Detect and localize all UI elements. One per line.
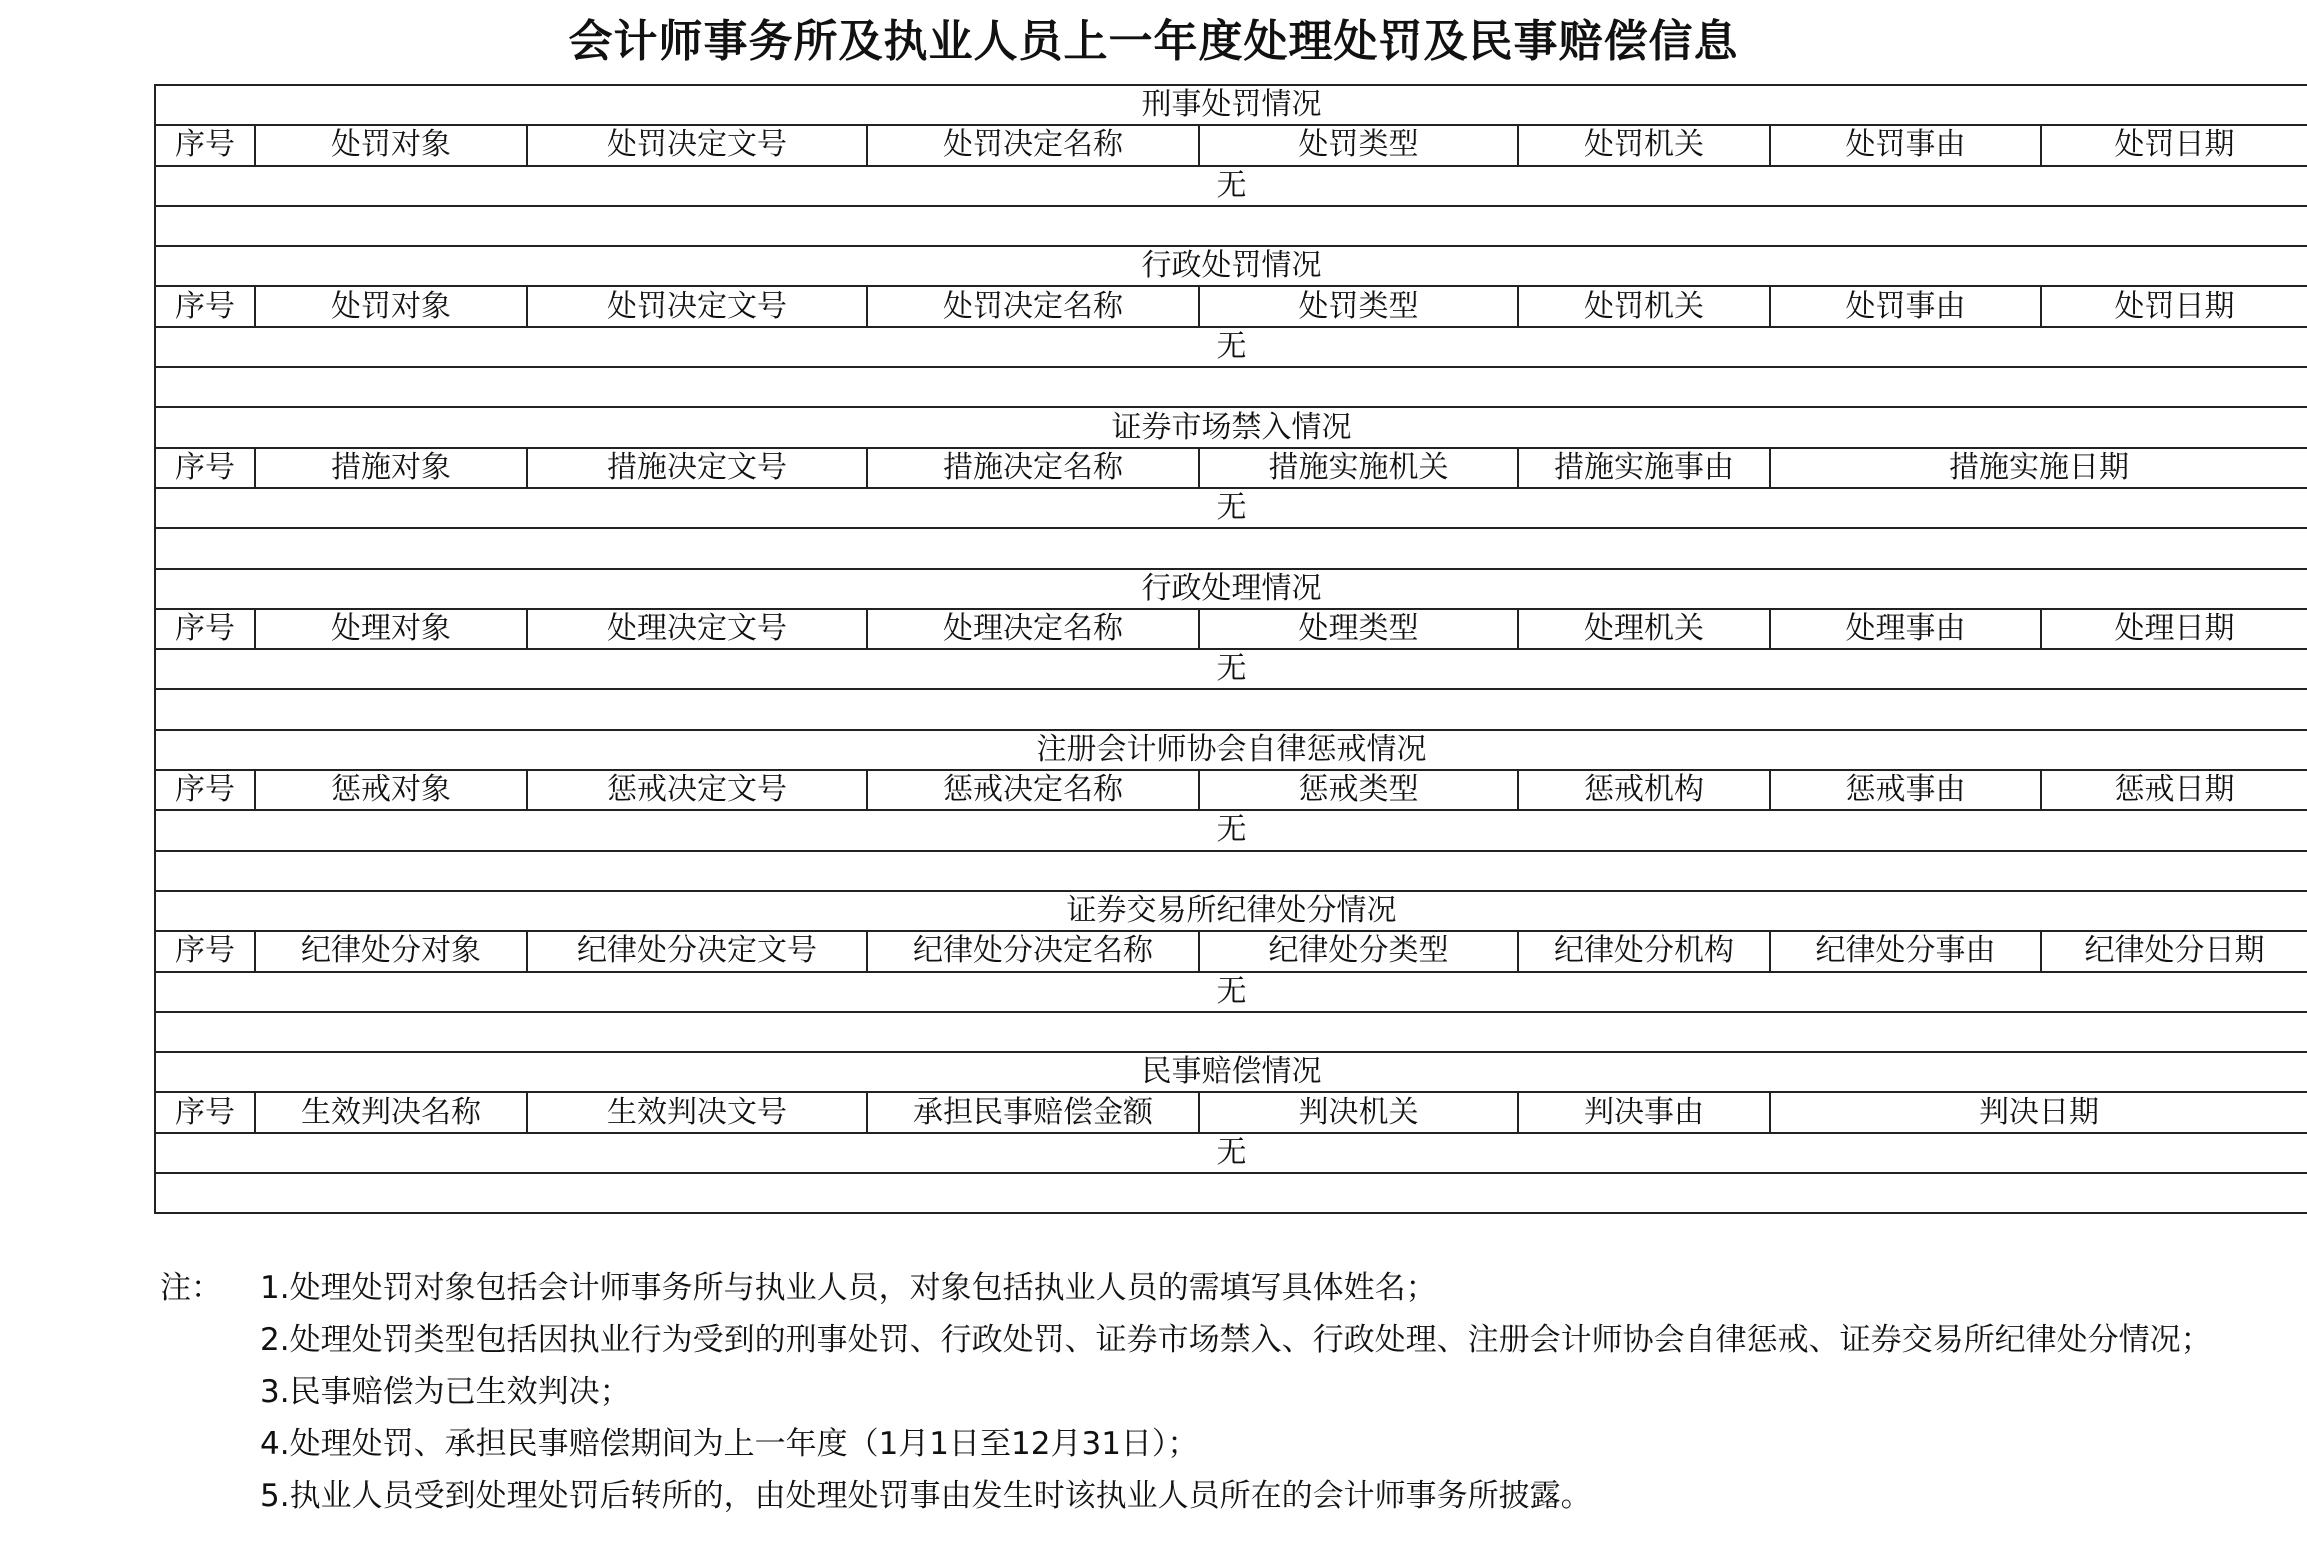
column-header: 处理决定文号 [527,609,867,649]
column-header: 处罚机关 [1518,286,1770,326]
header-row-administrative [155,286,2307,326]
blank-cell [155,367,2307,407]
header-row-admin-handling [155,609,2307,649]
empty-value-cell: 无 [155,166,2307,206]
table-row [155,972,2307,1012]
column-header: 纪律处分日期 [2041,931,2307,971]
column-header: 生效判决名称 [255,1092,527,1132]
penalty-table [154,84,2307,1214]
column-header: 措施对象 [255,448,527,488]
penalty-table-wrapper [154,84,2307,1214]
empty-value-cell: 无 [155,649,2307,689]
note-item [160,1366,2280,1418]
column-header: 纪律处分决定文号 [527,931,867,971]
note-item [160,1314,2280,1366]
column-header: 处理对象 [255,609,527,649]
column-header: 处理事由 [1770,609,2041,649]
column-header: 纪律处分决定名称 [867,931,1199,971]
column-header: 惩戒决定文号 [527,770,867,810]
section-title: 行政处罚情况 [155,246,2307,286]
column-header: 处罚日期 [2041,286,2307,326]
blank-cell [155,851,2307,891]
blank-row [155,851,2307,891]
blank-row [155,367,2307,407]
note-text: 4.处理处罚、承担民事赔偿期间为上一年度（1月1日至12月31日）； [260,1426,1199,1462]
blank-cell [155,528,2307,568]
note-text: 5.执业人员受到处理处罚后转所的，由处理处罚事由发生时该执业人员所在的会计师事务所披露。 [260,1478,1592,1514]
blank-row [155,689,2307,729]
note-text: 2.处理处罚类型包括因执业行为受到的刑事处罚、行政处罚、证券市场禁入、行政处理、注册会计师协会自律惩戒、证券交易所纪律处分情况； [260,1322,2212,1358]
column-header: 处罚决定名称 [867,286,1199,326]
column-header: 惩戒对象 [255,770,527,810]
empty-value-cell: 无 [155,327,2307,367]
column-header: 措施实施日期 [1770,448,2307,488]
column-header: 惩戒日期 [2041,770,2307,810]
section-title-row-criminal [155,85,2307,125]
empty-value-cell: 无 [155,1133,2307,1173]
column-header: 判决机关 [1199,1092,1518,1132]
column-header: 措施实施事由 [1518,448,1770,488]
section-title: 行政处理情况 [155,569,2307,609]
column-header: 序号 [155,609,255,649]
blank-cell [155,1012,2307,1052]
blank-cell [155,206,2307,246]
column-header: 序号 [155,931,255,971]
empty-value-cell: 无 [155,810,2307,850]
blank-cell [155,689,2307,729]
column-header: 处罚决定名称 [867,125,1199,165]
note-item [160,1262,2280,1314]
column-header: 承担民事赔偿金额 [867,1092,1199,1132]
column-header: 处罚事由 [1770,286,2041,326]
table-row [155,488,2307,528]
note-text: 1.处理处罚对象包括会计师事务所与执业人员，对象包括执业人员的需填写具体姓名； [260,1270,1437,1306]
empty-value-cell: 无 [155,488,2307,528]
blank-cell [155,1173,2307,1213]
section-title-row-admin-handling [155,569,2307,609]
column-header: 纪律处分机构 [1518,931,1770,971]
notes-label: 注： [160,1270,222,1306]
page-title: 会计师事务所及执业人员上一年度处理处罚及民事赔偿信息 [568,16,1739,67]
notes-section [160,1262,2280,1522]
section-title-row-market-ban [155,407,2307,447]
column-header: 处罚决定文号 [527,286,867,326]
column-header: 序号 [155,125,255,165]
column-header: 序号 [155,770,255,810]
column-header: 处罚事由 [1770,125,2041,165]
table-row [155,166,2307,206]
notes-indent [160,1366,260,1418]
column-header: 处罚类型 [1199,286,1518,326]
section-title: 证券市场禁入情况 [155,407,2307,447]
column-header: 序号 [155,1092,255,1132]
column-header: 生效判决文号 [527,1092,867,1132]
notes-indent [160,1470,260,1522]
section-title-row-civil-compensation [155,1052,2307,1092]
blank-row [155,1012,2307,1052]
section-title: 注册会计师协会自律惩戒情况 [155,730,2307,770]
table-row [155,1133,2307,1173]
header-row-market-ban [155,448,2307,488]
table-row [155,327,2307,367]
section-title-row-exchange-discipline [155,891,2307,931]
empty-value-cell: 无 [155,972,2307,1012]
header-row-criminal [155,125,2307,165]
column-header: 措施决定名称 [867,448,1199,488]
section-title: 刑事处罚情况 [155,85,2307,125]
header-row-cpa-discipline [155,770,2307,810]
column-header: 处罚机关 [1518,125,1770,165]
column-header: 处理决定名称 [867,609,1199,649]
column-header: 惩戒事由 [1770,770,2041,810]
section-title-row-administrative [155,246,2307,286]
header-row-exchange-discipline [155,931,2307,971]
column-header: 措施实施机关 [1199,448,1518,488]
note-item [160,1470,2280,1522]
column-header: 序号 [155,286,255,326]
column-header: 处罚日期 [2041,125,2307,165]
column-header: 惩戒决定名称 [867,770,1199,810]
column-header: 处理日期 [2041,609,2307,649]
column-header: 惩戒类型 [1199,770,1518,810]
column-header: 处理类型 [1199,609,1518,649]
column-header: 处罚决定文号 [527,125,867,165]
section-title: 民事赔偿情况 [155,1052,2307,1092]
column-header: 判决日期 [1770,1092,2307,1132]
column-header: 惩戒机构 [1518,770,1770,810]
section-title-row-cpa-discipline [155,730,2307,770]
column-header: 判决事由 [1518,1092,1770,1132]
column-header: 纪律处分对象 [255,931,527,971]
blank-row [155,528,2307,568]
column-header: 处罚类型 [1199,125,1518,165]
notes-indent [160,1314,260,1366]
column-header: 处理机关 [1518,609,1770,649]
column-header: 纪律处分类型 [1199,931,1518,971]
column-header: 处罚对象 [255,125,527,165]
table-row [155,649,2307,689]
notes-indent [160,1418,260,1470]
column-header: 纪律处分事由 [1770,931,2041,971]
note-item [160,1418,2280,1470]
blank-row [155,1173,2307,1213]
header-row-civil-compensation [155,1092,2307,1132]
section-title: 证券交易所纪律处分情况 [155,891,2307,931]
table-row [155,810,2307,850]
blank-row [155,206,2307,246]
column-header: 序号 [155,448,255,488]
column-header: 处罚对象 [255,286,527,326]
column-header: 措施决定文号 [527,448,867,488]
note-text: 3.民事赔偿为已生效判决； [260,1374,631,1410]
